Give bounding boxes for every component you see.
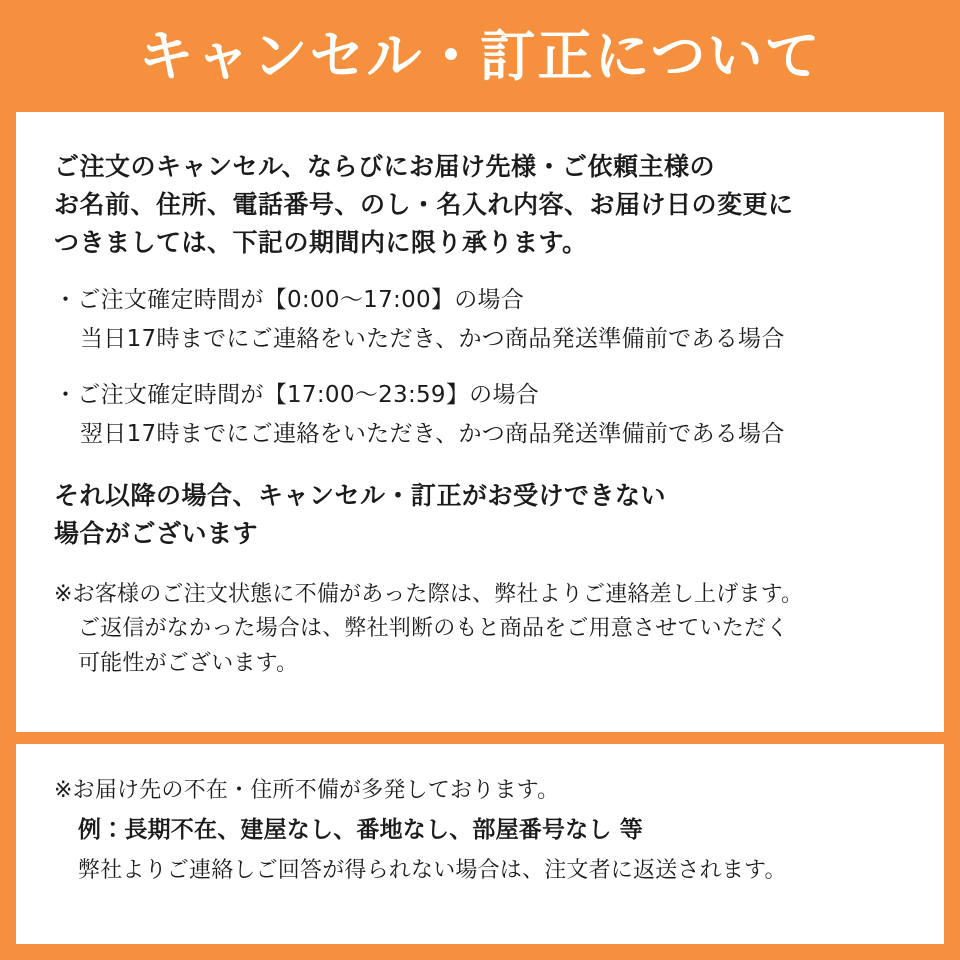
condition-item-1 <box>54 284 906 357</box>
bottom-line-3: 弊社よりご連絡しご回答が得られない場合は、注文者に返送されます。 <box>78 857 787 883</box>
note-line-3: 可能性がございます。 <box>78 650 299 676</box>
lead-line-1: ご注文のキャンセル、ならびにお届け先様・ご依頼主様の <box>54 152 716 181</box>
page-title: キャンセル・訂正について <box>138 23 822 88</box>
main-panel <box>16 112 944 732</box>
condition-1-title: ・ご注文確定時間が【0:00〜17:00】の場合 <box>54 287 525 313</box>
condition-1-detail: 当日17時までにご連絡をいただき、かつ商品発送準備前である場合 <box>80 326 785 353</box>
bottom-panel <box>16 744 944 944</box>
note-line-1: ※お客様のご注文状態に不備があった際は、弊社よりご連絡差し上げます。 <box>54 582 804 608</box>
condition-item-2 <box>54 379 906 452</box>
lead-paragraph <box>54 148 906 262</box>
lead-line-3: つきましては、下記の期間内に限り承ります。 <box>54 228 588 257</box>
emphasis-paragraph <box>54 477 906 552</box>
page-header <box>0 0 960 112</box>
bottom-line-2: 例：長期不在、建屋なし、番地なし、部屋番号なし 等 <box>78 817 644 843</box>
note-line-2: ご返信がなかった場合は、弊社判断のもと商品をご用意させていただく <box>78 616 789 642</box>
bottom-line-1: ※お届け先の不在・住所不備が多発しております。 <box>54 778 560 803</box>
emphasis-line-2: 場合がございます <box>54 518 259 548</box>
condition-2-detail: 翌日17時までにご連絡をいただき、かつ商品発送準備前である場合 <box>80 421 785 448</box>
lead-line-2: お名前、住所、電話番号、のし・名入れ内容、お届け日の変更に <box>54 190 794 219</box>
note-paragraph <box>54 578 906 680</box>
condition-2-title: ・ご注文確定時間が【17:00〜23:59】の場合 <box>54 381 540 408</box>
emphasis-line-1: それ以降の場合、キャンセル・訂正がお受けできない <box>54 481 667 511</box>
